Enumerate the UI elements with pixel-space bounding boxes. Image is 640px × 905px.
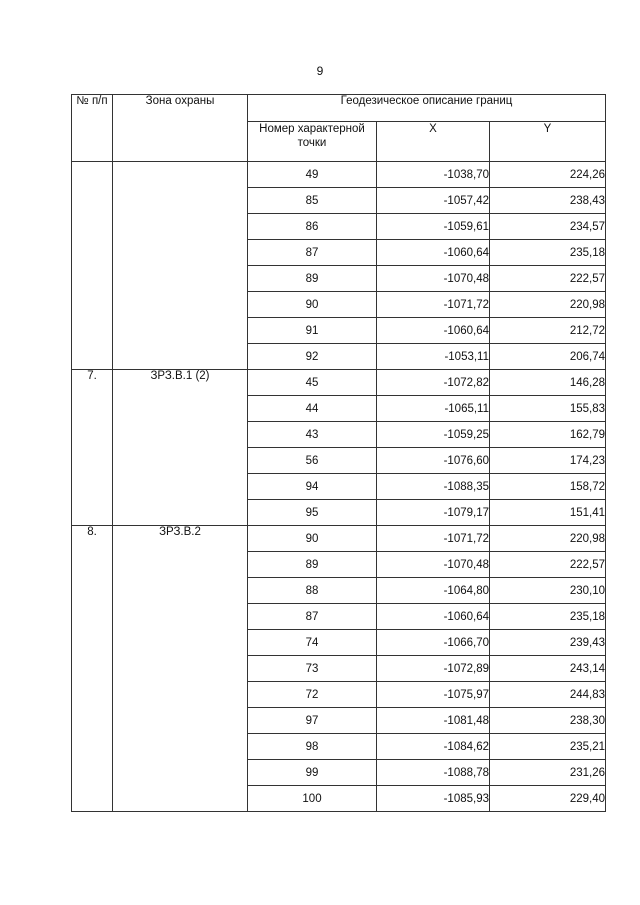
x-coordinate-cell: -1070,48: [377, 266, 490, 292]
geodetic-table: [71, 94, 606, 812]
y-coordinate-cell: 235,18: [490, 240, 606, 266]
header-point-number: Номер характерной точки: [248, 122, 377, 162]
zone-cell: [113, 162, 248, 370]
x-coordinate-cell: -1076,60: [377, 448, 490, 474]
point-number-cell: 99: [248, 760, 377, 786]
y-coordinate-cell: 231,26: [490, 760, 606, 786]
point-number-cell: 97: [248, 708, 377, 734]
x-coordinate-cell: -1085,93: [377, 786, 490, 812]
point-number-cell: 45: [248, 370, 377, 396]
x-coordinate-cell: -1088,35: [377, 474, 490, 500]
point-number-cell: 49: [248, 162, 377, 188]
y-coordinate-cell: 146,28: [490, 370, 606, 396]
table-row: [72, 370, 606, 396]
y-coordinate-cell: 222,57: [490, 266, 606, 292]
row-number-cell: 8.: [72, 526, 113, 812]
y-coordinate-cell: 174,23: [490, 448, 606, 474]
table-row: [72, 162, 606, 188]
y-coordinate-cell: 238,30: [490, 708, 606, 734]
point-number-cell: 90: [248, 526, 377, 552]
point-number-cell: 92: [248, 344, 377, 370]
y-coordinate-cell: 238,43: [490, 188, 606, 214]
y-coordinate-cell: 235,21: [490, 734, 606, 760]
x-coordinate-cell: -1060,64: [377, 240, 490, 266]
header-row-number: № п/п: [72, 95, 113, 162]
row-number-cell: 7.: [72, 370, 113, 526]
point-number-cell: 89: [248, 266, 377, 292]
point-number-cell: 86: [248, 214, 377, 240]
y-coordinate-cell: 235,18: [490, 604, 606, 630]
x-coordinate-cell: -1084,62: [377, 734, 490, 760]
y-coordinate-cell: 243,14: [490, 656, 606, 682]
zone-cell: ЗРЗ.В.1 (2): [113, 370, 248, 526]
y-coordinate-cell: 239,43: [490, 630, 606, 656]
y-coordinate-cell: 224,26: [490, 162, 606, 188]
y-coordinate-cell: 229,40: [490, 786, 606, 812]
x-coordinate-cell: -1071,72: [377, 526, 490, 552]
x-coordinate-cell: -1070,48: [377, 552, 490, 578]
y-coordinate-cell: 222,57: [490, 552, 606, 578]
x-coordinate-cell: -1075,97: [377, 682, 490, 708]
point-number-cell: 90: [248, 292, 377, 318]
x-coordinate-cell: -1057,42: [377, 188, 490, 214]
x-coordinate-cell: -1059,61: [377, 214, 490, 240]
header-x: X: [377, 122, 490, 162]
point-number-cell: 88: [248, 578, 377, 604]
point-number-cell: 87: [248, 240, 377, 266]
header-zone: Зона охраны: [113, 95, 248, 162]
row-number-cell: [72, 162, 113, 370]
x-coordinate-cell: -1038,70: [377, 162, 490, 188]
x-coordinate-cell: -1081,48: [377, 708, 490, 734]
point-number-cell: 94: [248, 474, 377, 500]
x-coordinate-cell: -1072,89: [377, 656, 490, 682]
point-number-cell: 85: [248, 188, 377, 214]
y-coordinate-cell: 220,98: [490, 292, 606, 318]
header-y: Y: [490, 122, 606, 162]
y-coordinate-cell: 230,10: [490, 578, 606, 604]
y-coordinate-cell: 162,79: [490, 422, 606, 448]
table-row: [72, 526, 606, 552]
y-coordinate-cell: 158,72: [490, 474, 606, 500]
y-coordinate-cell: 212,72: [490, 318, 606, 344]
header-geodetic-description: Геодезическое описание границ: [248, 95, 606, 122]
y-coordinate-cell: 151,41: [490, 500, 606, 526]
x-coordinate-cell: -1065,11: [377, 396, 490, 422]
point-number-cell: 100: [248, 786, 377, 812]
point-number-cell: 95: [248, 500, 377, 526]
y-coordinate-cell: 206,74: [490, 344, 606, 370]
y-coordinate-cell: 220,98: [490, 526, 606, 552]
x-coordinate-cell: -1060,64: [377, 604, 490, 630]
x-coordinate-cell: -1053,11: [377, 344, 490, 370]
table-body: [72, 162, 606, 812]
point-number-cell: 91: [248, 318, 377, 344]
x-coordinate-cell: -1064,80: [377, 578, 490, 604]
y-coordinate-cell: 244,83: [490, 682, 606, 708]
point-number-cell: 74: [248, 630, 377, 656]
point-number-cell: 72: [248, 682, 377, 708]
x-coordinate-cell: -1066,70: [377, 630, 490, 656]
y-coordinate-cell: 234,57: [490, 214, 606, 240]
point-number-cell: 73: [248, 656, 377, 682]
x-coordinate-cell: -1079,17: [377, 500, 490, 526]
x-coordinate-cell: -1071,72: [377, 292, 490, 318]
point-number-cell: 89: [248, 552, 377, 578]
x-coordinate-cell: -1059,25: [377, 422, 490, 448]
point-number-cell: 98: [248, 734, 377, 760]
x-coordinate-cell: -1088,78: [377, 760, 490, 786]
point-number-cell: 56: [248, 448, 377, 474]
x-coordinate-cell: -1060,64: [377, 318, 490, 344]
x-coordinate-cell: -1072,82: [377, 370, 490, 396]
y-coordinate-cell: 155,83: [490, 396, 606, 422]
zone-cell: ЗРЗ.В.2: [113, 526, 248, 812]
point-number-cell: 44: [248, 396, 377, 422]
point-number-cell: 43: [248, 422, 377, 448]
point-number-cell: 87: [248, 604, 377, 630]
page-number: 9: [316, 64, 324, 78]
